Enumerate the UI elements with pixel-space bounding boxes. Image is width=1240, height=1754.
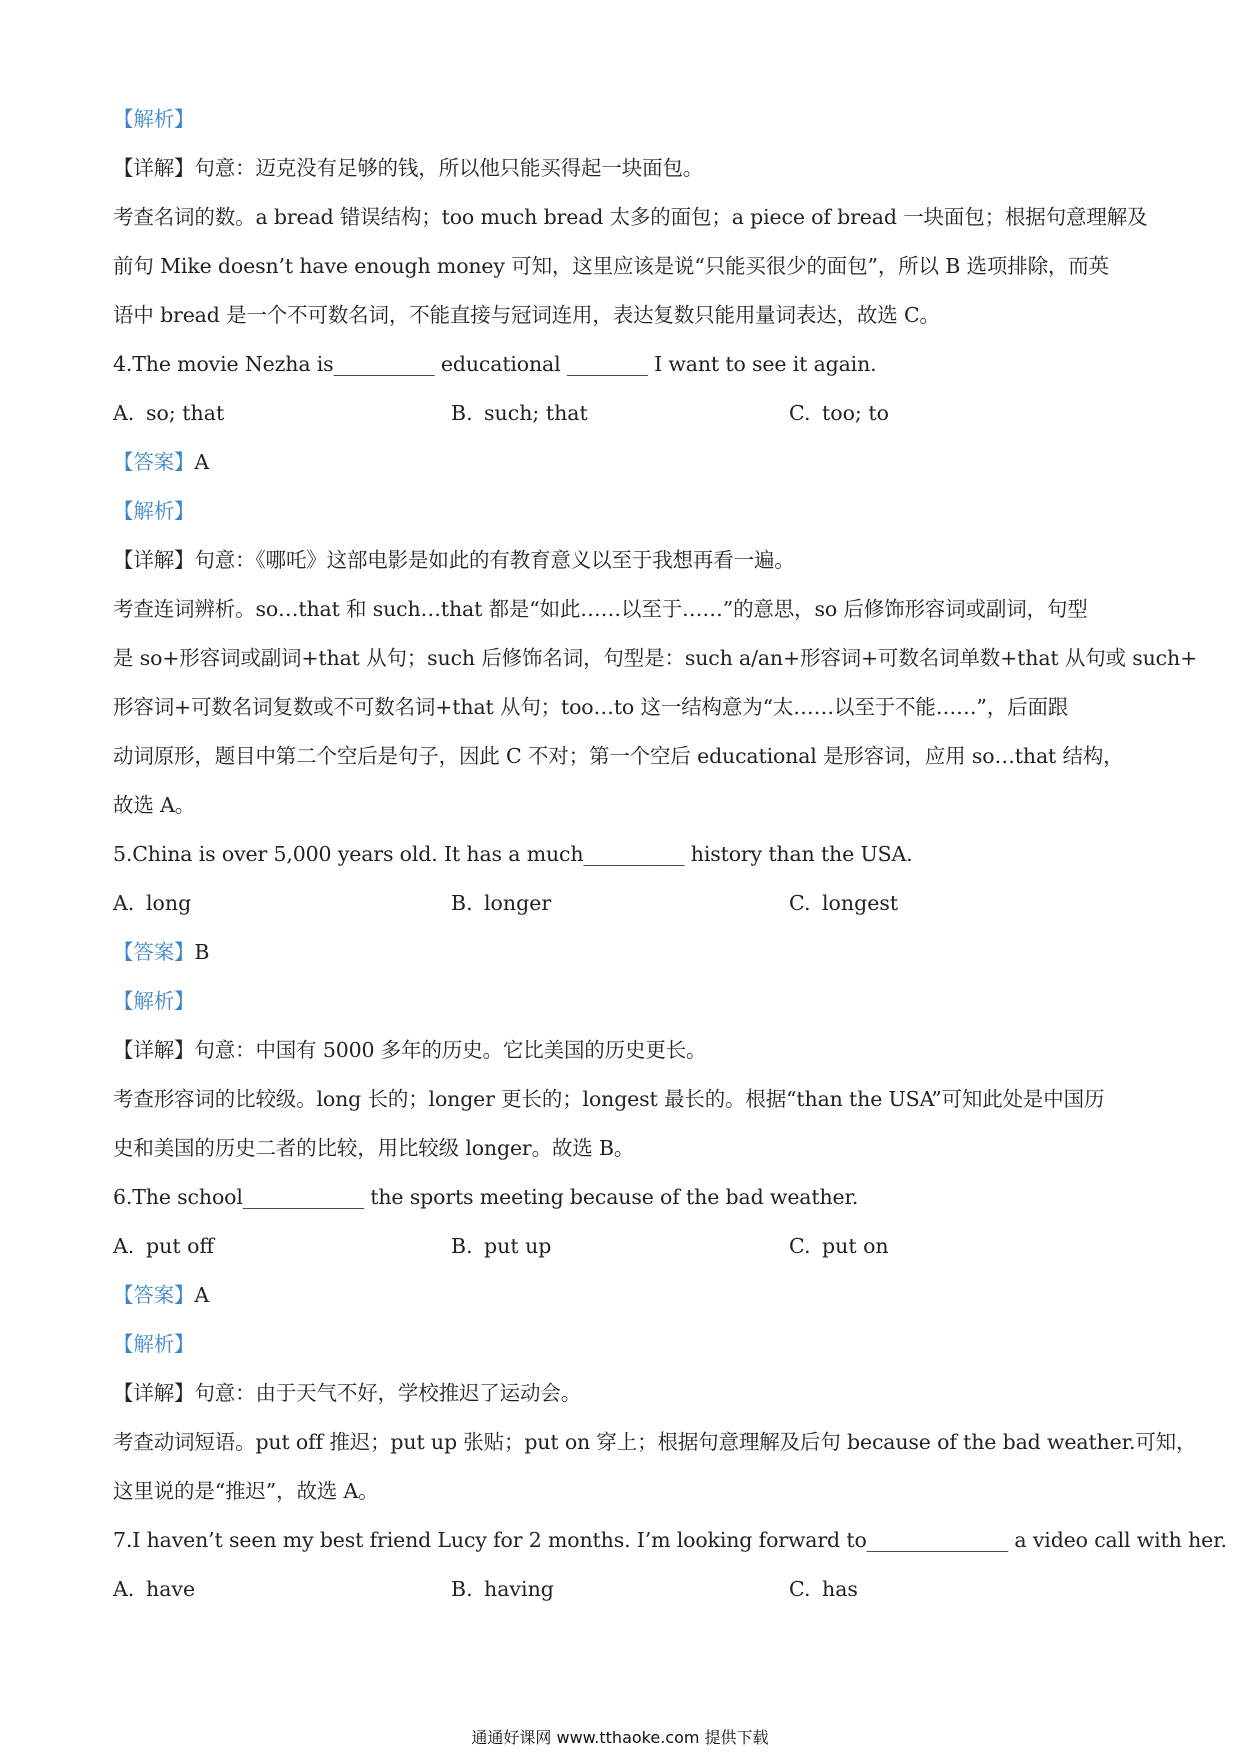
explanation-line: 考查形容词的比较级。long 长的；longer 更长的；longest 最长的。根据“than the USA”可知此处是中国历 xyxy=(113,1087,1105,1111)
question-stem: 4.The movie Nezha is__________ educational ________ I want to see it again. xyxy=(113,352,877,376)
explanation-line: 考查连词辨析。so…that 和 such…that 都是“如此……以至于……”的意思，so 后修饰形容词或副词，句型 xyxy=(113,597,1088,621)
option-c xyxy=(789,888,898,918)
option-text: too; to xyxy=(822,401,889,425)
option-text: having xyxy=(484,1577,554,1601)
explanation-line: 考查动词短语。put off 推迟；put up 张贴；put on 穿上；根据句意理解及后句 because of the bad weather.可知， xyxy=(113,1430,1197,1454)
question-stem: 7.I haven’t seen my best friend Lucy for 2 months. I’m looking forward to______________ a video call with her. xyxy=(113,1528,1227,1552)
option-letter: B. xyxy=(451,401,473,425)
answer-heading: 【答案】 xyxy=(113,450,195,474)
option-letter: C. xyxy=(789,891,811,915)
answer-heading: 【答案】 xyxy=(113,940,195,964)
explanation-line: 是 so+形容词或副词+that 从句；such 后修饰名词，句型是：such a/an+形容词+可数名词单数+that 从句或 such+ xyxy=(113,646,1198,670)
option-text: put off xyxy=(146,1234,214,1258)
page-footer: 通通好课网 www.tthaoke.com 提供下载 xyxy=(471,1728,769,1747)
analysis-heading: 【解析】 xyxy=(113,499,195,523)
option-text: so; that xyxy=(146,401,225,425)
detail-paragraph: 【详解】句意：中国有 5000 多年的历史。它比美国的历史更长。 xyxy=(113,1038,707,1062)
explanation-line: 这里说的是“推迟”，故选 A。 xyxy=(113,1479,379,1503)
option-text: such; that xyxy=(484,401,588,425)
answer-value: A xyxy=(194,1283,210,1307)
option-letter: C. xyxy=(789,401,811,425)
option-text: put up xyxy=(484,1234,552,1258)
answer-line xyxy=(113,447,1133,477)
explanation-line: 动词原形，题目中第二个空后是句子，因此 C 不对；第一个空后 educational 是形容词，应用 so…that 结构， xyxy=(113,744,1124,768)
option-a xyxy=(113,1574,195,1604)
answer-value: B xyxy=(194,940,210,964)
answer-line xyxy=(113,1280,1133,1310)
explanation-line: 形容词+可数名词复数或不可数名词+that 从句；too…to 这一结构意为“太……以至于不能……”，后面跟 xyxy=(113,695,1069,719)
option-b xyxy=(451,398,588,428)
detail-paragraph: 【详解】句意：迈克没有足够的钱，所以他只能买得起一块面包。 xyxy=(113,156,704,180)
option-a xyxy=(113,1231,214,1261)
answer-value: A xyxy=(194,450,210,474)
answer-heading: 【答案】 xyxy=(113,1283,195,1307)
detail-paragraph: 【详解】句意：《哪吒》这部电影是如此的有教育意义以至于我想再看一遍。 xyxy=(113,548,795,572)
option-letter: A. xyxy=(113,1577,135,1601)
option-letter: A. xyxy=(113,891,135,915)
option-text: long xyxy=(146,891,192,915)
option-letter: B. xyxy=(451,1234,473,1258)
option-text: have xyxy=(146,1577,196,1601)
analysis-heading: 【解析】 xyxy=(113,989,195,1013)
option-letter: C. xyxy=(789,1577,811,1601)
explanation-line: 考查名词的数。a bread 错误结构；too much bread 太多的面包；a piece of bread 一块面包；根据句意理解及 xyxy=(113,205,1148,229)
option-c xyxy=(789,398,889,428)
option-c xyxy=(789,1574,858,1604)
explanation-line: 史和美国的历史二者的比较，用比较级 longer。故选 B。 xyxy=(113,1136,635,1160)
explanation-line: 语中 bread 是一个不可数名词，不能直接与冠词连用，表达复数只能用量词表达，故选 C。 xyxy=(113,303,940,327)
question-stem: 5.China is over 5,000 years old. It has a much__________ history than the USA. xyxy=(113,842,913,866)
option-letter: A. xyxy=(113,401,135,425)
detail-paragraph: 【详解】句意：由于天气不好，学校推迟了运动会。 xyxy=(113,1381,582,1405)
answer-line xyxy=(113,937,1133,967)
option-a xyxy=(113,888,191,918)
option-b xyxy=(451,888,551,918)
option-a xyxy=(113,398,224,428)
explanation-line: 前句 Mike doesn’t have enough money 可知，这里应该是说“只能买很少的面包”，所以 B 选项排除，而英 xyxy=(113,254,1109,278)
option-text: longer xyxy=(484,891,552,915)
option-text: put on xyxy=(822,1234,889,1258)
option-letter: C. xyxy=(789,1234,811,1258)
explanation-line: 故选 A。 xyxy=(113,793,196,817)
analysis-heading: 【解析】 xyxy=(113,107,195,131)
option-b xyxy=(451,1574,554,1604)
option-letter: B. xyxy=(451,891,473,915)
analysis-heading: 【解析】 xyxy=(113,1332,195,1356)
option-b xyxy=(451,1231,551,1261)
option-letter: A. xyxy=(113,1234,135,1258)
option-text: has xyxy=(822,1577,858,1601)
question-stem: 6.The school____________ the sports meeting because of the bad weather. xyxy=(113,1185,859,1209)
option-text: longest xyxy=(822,891,899,915)
option-letter: B. xyxy=(451,1577,473,1601)
option-c xyxy=(789,1231,889,1261)
